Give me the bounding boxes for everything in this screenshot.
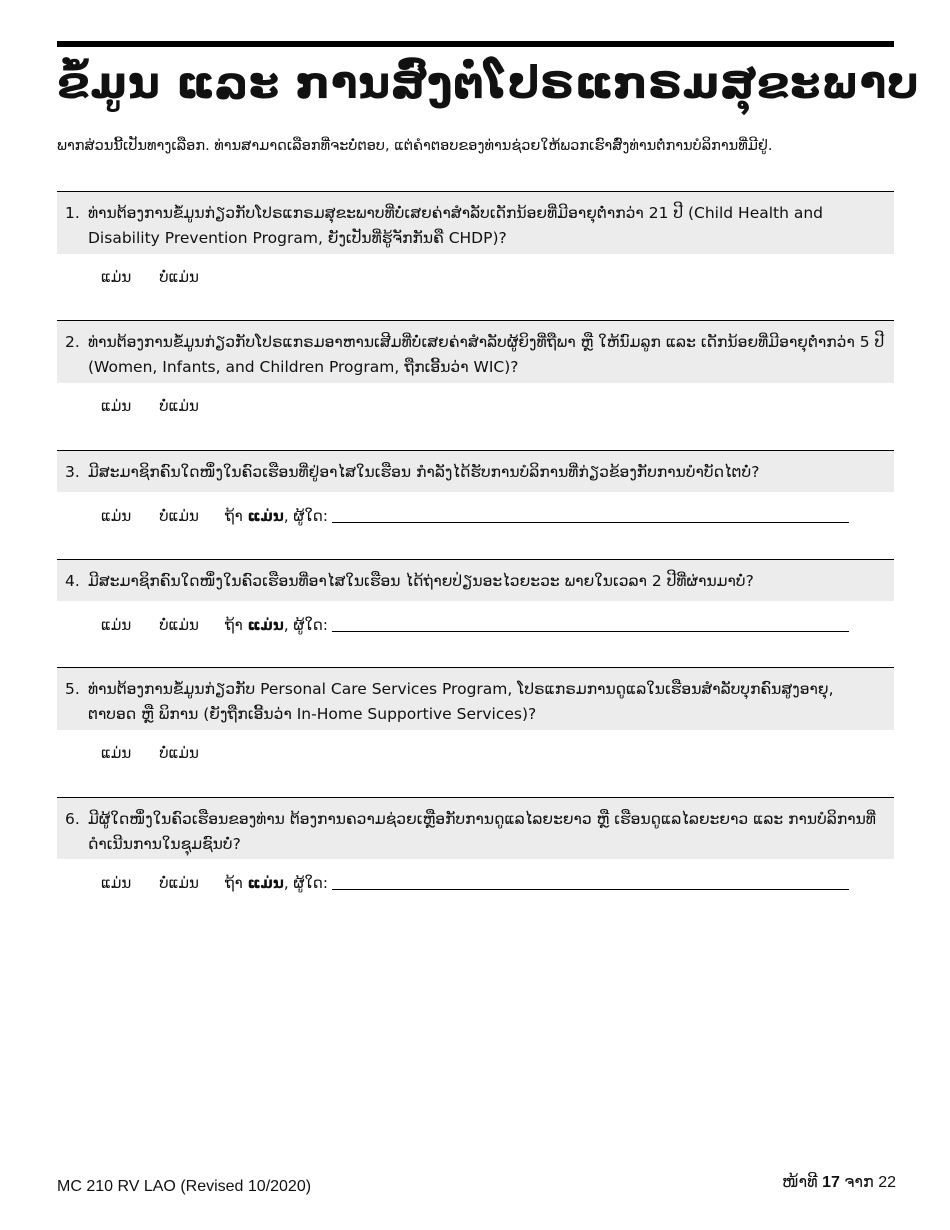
form-id: MC 210 RV LAO (Revised 10/2020) (57, 1178, 312, 1195)
option-yes[interactable]: ແມ່ນ (101, 616, 132, 634)
intro-text: ພາກສ່ວນນີ້ເປັນທາງເລືອກ. ທ່ານສາມາດເລືອກທີ່ຈະບໍ່ຕອບ, ແຕ່ຄໍາຕອບຂອງທ່ານຊ່ວຍໃຫ້ພວກເຮົາສົ່ງທ່ານຕໍ່ການບໍລິການທີ່ມີຢູ່. (57, 138, 773, 154)
question-2 (57, 320, 894, 383)
page-title: ຂໍ້ມູນ ແລະ ການສົ່ງຕໍ່ໂປຣແກຣມສຸຂະພາບ (57, 58, 920, 109)
question-text: ທ່ານຕ້ອງການຂໍ້ມູນກ່ຽວກັບໂປຣແກຣມສຸຂະພາບທີ່ບໍ່ເສຍຄ່າສໍາລັບເດັກນ້ອຍທີ່ມີອາຍຸຕໍ່າກວ່າ 21 ປີ (Child Health and Disability Prevention Program, ຍັງເປັນທີ່ຮູ້ຈັກກັນຄື CHDP)? (88, 204, 824, 247)
option-yes[interactable]: ແມ່ນ (101, 744, 132, 762)
who-field[interactable] (332, 504, 849, 523)
option-no[interactable]: ບໍ່ແມ່ນ (159, 507, 199, 525)
option-no[interactable]: ບໍ່ແມ່ນ (159, 397, 199, 415)
who-field[interactable] (332, 871, 849, 890)
question-number: 1. (65, 204, 80, 222)
question-1 (57, 191, 894, 254)
question-text: ມີຜູ້ໃດໜຶ່ງໃນຄົວເຮືອນຂອງທ່ານ ຕ້ອງການຄວາມຊ່ວຍເຫຼືອກັບການດູແລໄລຍະຍາວ ຫຼື ເຮືອນດູແລໄລຍະຍາວ ແລະ ການບໍລິການທີ່ດໍາເນີນການໃນຊຸມຊົນບໍ່? (88, 810, 876, 853)
answer-row-5 (101, 741, 881, 765)
question-text: ທ່ານຕ້ອງການຂໍ້ມູນກ່ຽວກັບ Personal Care Services Program, ໂປຣແກຣມການດູແລໃນເຮືອນສໍາລັບບຸກຄົນສູງອາຍຸ, ຕາບອດ ຫຼື ພິການ (ຍັງຖືກເອີ້ນວ່າ In-Home Supportive Services)? (88, 680, 834, 723)
question-number: 6. (65, 810, 80, 828)
if-yes-label: ຖ້າ ແມ່ນ, ຜູ້ໃດ: (224, 874, 328, 892)
question-number: 5. (65, 680, 80, 698)
page-current: 17 (822, 1174, 840, 1191)
question-number: 3. (65, 463, 80, 481)
page-total: 22 (878, 1174, 896, 1191)
option-yes[interactable]: ແມ່ນ (101, 507, 132, 525)
question-6 (57, 797, 894, 859)
question-text: ທ່ານຕ້ອງການຂໍ້ມູນກ່ຽວກັບໂປຣແກຣມອາຫານເສີມທີ່ບໍ່ເສຍຄ່າສໍາລັບຜູ້ຍິງທີ່ຖືພາ ຫຼື ໃຫ້ນົມລູກ ແລະ ເດັກນ້ອຍທີ່ມີອາຍຸຕໍ່າກວ່າ 5 ປີ (Women, Infants, and Children Program, ຖືກເອີ້ນວ່າ WIC)? (88, 333, 885, 376)
question-text: ມີສະມາຊິກຄົນໃດໜຶ່ງໃນຄົວເຮືອນທີ່ຢູ່ອາໄສໃນເຮືອນ ກໍາລັງໄດ້ຮັບການບໍລິການທີ່ກ່ຽວຂ້ອງກັບການບໍາບັດໄຕບໍ່? (88, 463, 760, 481)
answer-row-6 (101, 871, 881, 895)
question-4 (57, 559, 894, 601)
answer-row-1 (101, 265, 881, 289)
option-yes[interactable]: ແມ່ນ (101, 874, 132, 892)
question-text: ມີສະມາຊິກຄົນໃດໜຶ່ງໃນຄົວເຮືອນທີ່ອາໄສໃນເຮືອນ ໄດ້ຖ່າຍປ່ຽນອະໄວຍະວະ ພາຍໃນເວລາ 2 ປີທີ່ຜ່ານມາບໍ່? (88, 572, 754, 590)
page-number (782, 1172, 896, 1192)
option-no[interactable]: ບໍ່ແມ່ນ (159, 616, 199, 634)
option-no[interactable]: ບໍ່ແມ່ນ (159, 744, 199, 762)
option-yes[interactable]: ແມ່ນ (101, 397, 132, 415)
page-label: ໜ້າທີ (782, 1174, 818, 1191)
top-rule (57, 41, 894, 47)
option-no[interactable]: ບໍ່ແມ່ນ (159, 268, 199, 286)
answer-row-2 (101, 394, 881, 418)
option-yes[interactable]: ແມ່ນ (101, 268, 132, 286)
answer-row-3 (101, 504, 881, 528)
question-number: 2. (65, 333, 80, 351)
option-no[interactable]: ບໍ່ແມ່ນ (159, 874, 199, 892)
page-of: ຈາກ (844, 1174, 874, 1191)
if-yes-label: ຖ້າ ແມ່ນ, ຜູ້ໃດ: (224, 507, 328, 525)
question-5 (57, 667, 894, 730)
if-yes-label: ຖ້າ ແມ່ນ, ຜູ້ໃດ: (224, 616, 328, 634)
question-number: 4. (65, 572, 80, 590)
answer-row-4 (101, 613, 881, 637)
question-3 (57, 450, 894, 492)
who-field[interactable] (332, 613, 849, 632)
